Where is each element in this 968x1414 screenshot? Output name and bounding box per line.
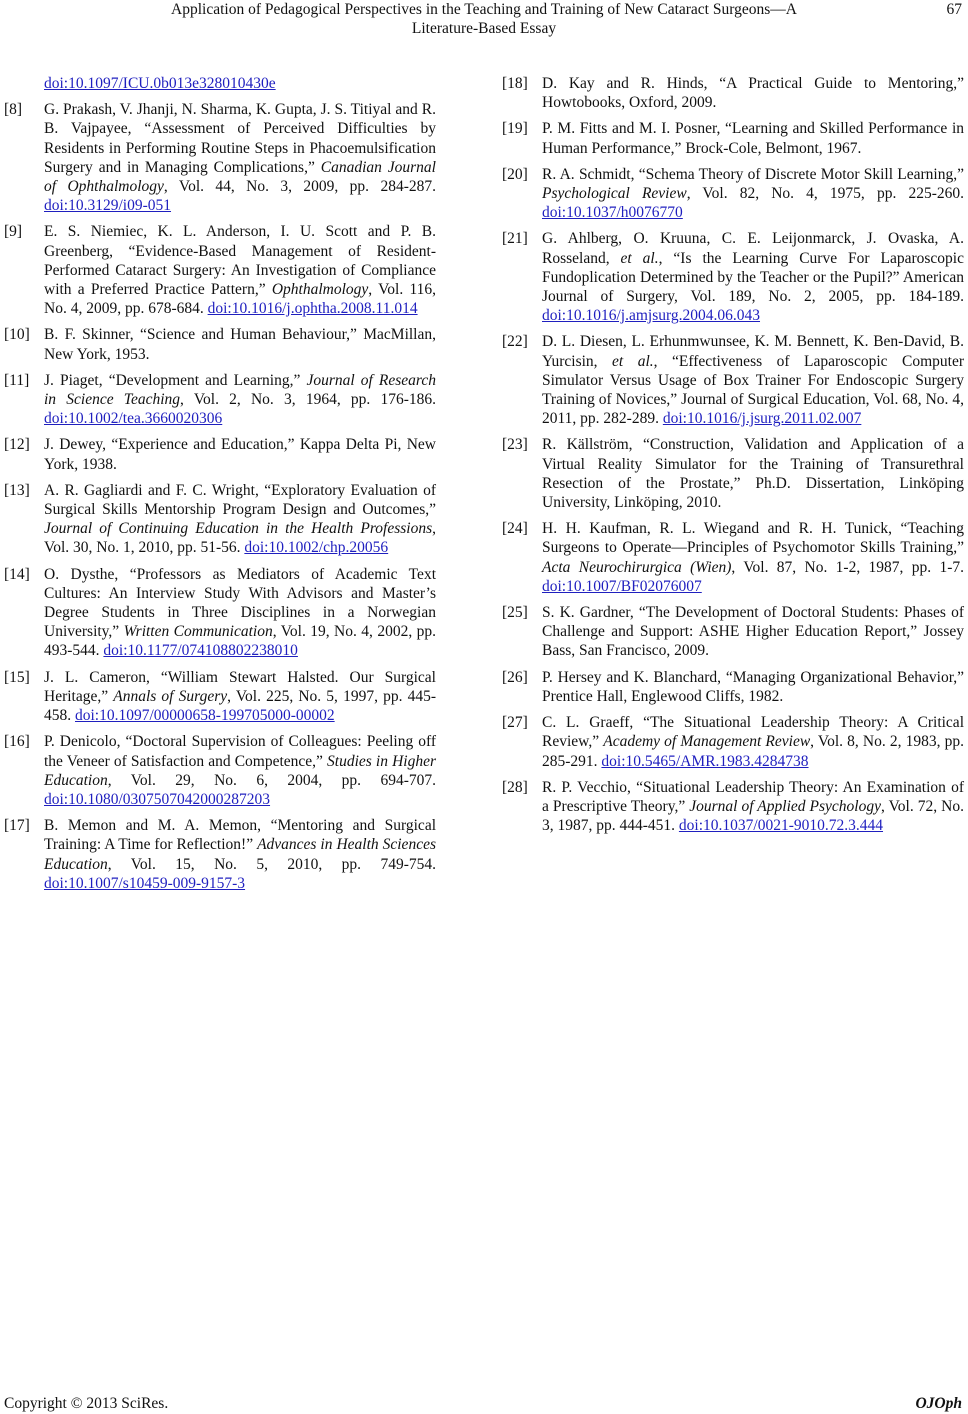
reference-item: [502, 519, 964, 596]
reference-journal: Canadian Journal of Ophthalmology: [44, 158, 436, 196]
reference-text: D. Kay and R. Hinds, “A Practical Guide to Mentoring,” Howtobooks, Oxford, 2009.: [542, 75, 964, 112]
reference-journal: Journal of Applied Psychology: [689, 797, 881, 815]
reference-text: O. Dysthe, “Professors as Mediators of Academic Text Cultures: An Interview Study With Advisors and Master’s Degree Students in Three Disciplines in a Norwegian University,”: [44, 565, 436, 641]
reference-details: , Vol. 225, No. 5, 1997, pp. 445-458.: [44, 687, 436, 725]
reference-journal: Acta Neurochirurgica (Wien): [542, 558, 732, 576]
doi-link[interactable]: doi:10.3129/i09-051: [44, 197, 172, 215]
reference-number: [28]: [502, 778, 528, 796]
reference-item: [502, 778, 964, 836]
reference-journal: Psychological Review: [542, 185, 687, 203]
reference-text: B. Memon and M. A. Memon, “Mentoring and Surgical Training: A Time for Reflection!”: [44, 817, 436, 854]
reference-number: [20]: [502, 165, 528, 183]
reference-item: [4, 222, 436, 318]
reference-journal: Advances in Health Sciences Education: [44, 836, 436, 873]
reference-details: , Vol. 82, No. 4, 1975, pp. 225-260.: [686, 185, 965, 203]
reference-number: [27]: [502, 714, 528, 732]
reference-text: P. Hersey and K. Blanchard, “Managing Organizational Behavior,” Prentice Hall, Englewood Cliffs, 1982.: [542, 668, 964, 705]
header-title-line1: Application of Pedagogical Perspectives in the Teaching and Training of New Cataract Surgeons—A: [171, 1, 797, 18]
reference-text: P. Denicolo, “Doctoral Supervision of Colleagues: Peeling off the Veneer of Satisfaction and Competence,”: [44, 733, 436, 770]
doi-link[interactable]: doi:10.1097/00000658-199705000-00002: [75, 707, 335, 725]
doi-link[interactable]: doi:10.1016/j.jsurg.2011.02.007: [662, 410, 862, 428]
reference-journal: Academy of Management Review: [603, 733, 811, 751]
reference-details: , Vol. 19, No. 4, 2002, pp. 493-544.: [44, 623, 437, 660]
reference-journal: Ophthalmology: [271, 281, 369, 299]
doi-link[interactable]: doi:10.1080/0307507042000287203: [44, 790, 271, 808]
doi-link[interactable]: doi:10.1177/074108802238010: [103, 642, 298, 660]
journal-footer: OJOph: [915, 1395, 962, 1412]
doi-link[interactable]: doi:10.1037/h0076770: [542, 204, 683, 222]
doi-link[interactable]: doi:10.1016/j.ophtha.2008.11.014: [207, 300, 418, 318]
reference-journal: Journal of Continuing Education in the Health Professions: [44, 520, 433, 538]
reference-journal: Studies in Higher Education: [44, 752, 436, 789]
reference-details: , Vol. 2, No. 3, 1964, pp. 176-186.: [180, 391, 436, 409]
reference-text: A. R. Gagliardi and F. C. Wright, “Exploratory Evaluation of Surgical Skills Mentorship Program Design and Outcomes,”: [44, 481, 436, 519]
right-column: [502, 74, 964, 842]
reference-number: [22]: [502, 333, 528, 351]
reference-text: H. H. Kaufman, R. L. Wiegand and R. H. Tunick, “Teaching Surgeons to Operate—Principles of Psychomotor Skills Training,”: [542, 520, 964, 557]
reference-number: [16]: [4, 733, 30, 751]
reference-journal: Journal of Research in Science Teaching: [44, 371, 436, 409]
reference-item: [502, 435, 964, 512]
reference-text: J. Dewey, “Experience and Education,” Kappa Delta Pi, New York, 1938.: [44, 436, 436, 473]
reference-item: [4, 481, 436, 558]
reference-item: [4, 100, 436, 215]
reference-journal: et al.: [612, 352, 654, 370]
reference-number: [13]: [4, 481, 30, 499]
continued-reference: [4, 74, 436, 93]
reference-text: P. M. Fitts and M. I. Posner, “Learning and Skilled Performance in Human Performance,” Brock-Cole, Belmont, 1967.: [542, 120, 964, 157]
reference-item: [502, 165, 964, 223]
reference-item: [4, 732, 436, 809]
reference-text: E. S. Niemiec, K. L. Anderson, I. U. Scott and P. B. Greenberg, “Evidence-Based Management of Resident-Performed Cataract Surgery: An Investigation of Compliance with a Preferred Practice Pattern,”: [44, 223, 436, 299]
reference-number: [11]: [4, 371, 30, 389]
reference-item: [4, 565, 436, 661]
reference-number: [15]: [4, 668, 30, 686]
reference-item: [4, 435, 436, 473]
reference-details: , Vol. 29, No. 6, 2004, pp. 694-707.: [107, 771, 436, 789]
reference-text: R. P. Vecchio, “Situational Leadership Theory: An Examination of a Prescriptive Theory,”: [542, 778, 964, 815]
reference-number: [17]: [4, 817, 30, 835]
reference-text: D. L. Diesen, L. Erhunmwunsee, K. M. Bennett, K. Ben-David, B. Yurcisin,: [542, 333, 964, 370]
reference-text: S. K. Gardner, “The Development of Doctoral Students: Phases of Challenge and Support: ASHE Higher Education Report,” Jossey Bass, San Francisco, 2009.: [542, 604, 964, 660]
reference-text: R. Källström, “Construction, Validation and Application of a Virtual Reality Simulator for the Training of Transurethral Resection of the Prostate,” Ph.D. Dissertation, Linköping University, Linköping, 2010.: [542, 436, 964, 512]
reference-item: [4, 325, 436, 363]
reference-details: , Vol. 72, No. 3, 1987, pp. 444-451.: [542, 797, 964, 835]
reference-number: [14]: [4, 565, 30, 583]
reference-details: , Vol. 8, No. 2, 1983, pp. 285-291.: [542, 733, 964, 770]
reference-journal: Annals of Surgery: [113, 687, 228, 705]
reference-details: , Vol. 15, No. 5, 2010, pp. 749-754.: [107, 855, 436, 873]
reference-number: [8]: [4, 101, 23, 119]
reference-number: [25]: [502, 604, 528, 622]
reference-item: [502, 332, 964, 428]
reference-details: , “Is the Learning Curve For Laparoscopic Fundoplication Determined by the Teacher or the Pupil?” American Journal of Surgery, Vol. 189, No. 2, 2005, pp. 184-189.: [542, 249, 964, 306]
header-title-line2: Literature-Based Essay: [411, 20, 557, 37]
reference-item: [502, 713, 964, 771]
reference-number: [12]: [4, 436, 30, 454]
reference-item: [4, 371, 436, 429]
reference-number: [18]: [502, 75, 528, 92]
reference-text: J. L. Cameron, “William Stewart Halsted. Our Surgical Heritage,”: [44, 668, 436, 705]
doi-link[interactable]: doi:10.1007/s10459-009-9157-3: [44, 874, 246, 892]
reference-item: [502, 603, 964, 661]
right-reference-list: [502, 74, 964, 835]
reference-details: , Vol. 87, No. 1-2, 1987, pp. 1-7.: [731, 558, 964, 576]
doi-link[interactable]: doi:10.1016/j.amjsurg.2004.06.043: [542, 307, 761, 325]
left-column: [4, 74, 436, 900]
reference-item: [502, 74, 964, 112]
reference-number: [24]: [502, 520, 528, 538]
reference-text: B. F. Skinner, “Science and Human Behaviour,” MacMillan, New York, 1953.: [44, 326, 436, 363]
reference-item: [4, 816, 436, 893]
reference-item: [4, 668, 436, 726]
reference-journal: et al.: [620, 249, 659, 267]
reference-number: [21]: [502, 230, 528, 248]
reference-number: [19]: [502, 120, 528, 138]
reference-details: , Vol. 116, No. 4, 2009, pp. 678-684.: [44, 281, 436, 318]
reference-text: J. Piaget, “Development and Learning,”: [44, 371, 307, 389]
reference-text: C. L. Graeff, “The Situational Leadership Theory: A Critical Review,”: [542, 714, 964, 751]
reference-details: , Vol. 30, No. 1, 2010, pp. 51-56.: [44, 520, 436, 557]
page-number: 67: [946, 1, 962, 18]
doi-link[interactable]: doi:10.1037/0021-9010.72.3.444: [678, 817, 884, 835]
reference-text: R. A. Schmidt, “Schema Theory of Discrete Motor Skill Learning,”: [542, 165, 964, 183]
reference-details: , “Effectiveness of Laparoscopic Computer Simulator Versus Usage of Box Trainer For Endoscopic Surgery Training of Novices,” Journal of Surgical Education, Vol. 68, No. 4, 2011, pp. 282-289.: [542, 352, 965, 428]
running-header: [110, 0, 858, 38]
left-reference-list: [4, 100, 436, 893]
reference-text: G. Prakash, V. Jhanji, N. Sharma, K. Gupta, J. S. Titiyal and R. B. Vajpayee, “Assessment of Perceived Difficulties by Residents in Performing Routine Steps in Phacoemulsification Surgery and in Managing Complications,”: [44, 101, 436, 176]
reference-number: [9]: [4, 223, 23, 241]
reference-text: G. Ahlberg, O. Kruuna, C. E. Leijonmarck, J. Ovaska, A. Rosseland,: [542, 230, 964, 267]
doi-link[interactable]: doi:10.1002/chp.20056: [244, 539, 389, 557]
copyright-footer: Copyright © 2013 SciRes.: [4, 1395, 169, 1412]
reference-journal: Written Communication: [123, 623, 273, 641]
reference-details: , Vol. 44, No. 3, 2009, pp. 284-287.: [163, 178, 436, 196]
doi-link[interactable]: doi:10.1007/BF02076007: [542, 577, 702, 595]
doi-link[interactable]: doi:10.5465/AMR.1983.4284738: [601, 752, 809, 770]
reference-number: [23]: [502, 436, 528, 454]
doi-link[interactable]: doi:10.1097/ICU.0b013e328010430e: [44, 75, 276, 92]
reference-item: [502, 668, 964, 706]
reference-number: [10]: [4, 326, 30, 344]
reference-number: [26]: [502, 668, 528, 686]
reference-item: [502, 119, 964, 157]
reference-item: [502, 229, 964, 325]
doi-link[interactable]: doi:10.1002/tea.3660020306: [44, 410, 223, 428]
